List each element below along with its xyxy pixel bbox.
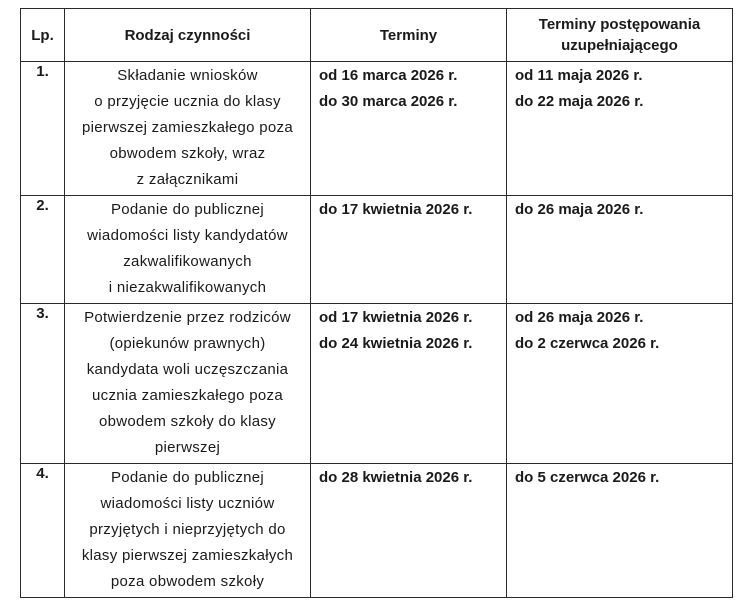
row-terms	[311, 464, 507, 598]
supplementary-date: od 26 maja 2026 r.	[515, 309, 644, 326]
row-activity	[65, 304, 311, 464]
row-terms	[311, 196, 507, 304]
header-supplementary-line: Terminy postępowania	[538, 16, 701, 33]
activity-line: klasy pierwszej zamieszkałych	[81, 547, 294, 564]
term-date: od 16 marca 2026 r.	[319, 67, 458, 84]
header-supplementary	[507, 9, 733, 62]
activity-line: obwodem szkoły, wraz	[109, 145, 266, 162]
supplementary-date: do 26 maja 2026 r.	[515, 201, 644, 218]
activity-line: Podanie do publicznej	[110, 201, 265, 218]
term-date: do 17 kwietnia 2026 r.	[319, 201, 473, 218]
header-supplementary-line: uzupełniającego	[561, 37, 678, 54]
header-lp: Lp.	[21, 9, 65, 62]
row-activity	[65, 62, 311, 196]
activity-line: pierwszej	[154, 439, 221, 456]
activity-line: Składanie wniosków	[117, 67, 258, 84]
row-terms	[311, 62, 507, 196]
recruitment-schedule-table	[20, 8, 733, 598]
activity-line: Podanie do publicznej	[110, 469, 265, 486]
activity-line: pierwszej zamieszkałego poza	[82, 119, 293, 136]
term-date: do 24 kwietnia 2026 r.	[319, 335, 473, 352]
supplementary-date: do 5 czerwca 2026 r.	[515, 469, 660, 486]
row-activity	[65, 464, 311, 598]
row-supplementary	[507, 196, 733, 304]
row-number: 2.	[21, 196, 65, 304]
table-row	[21, 62, 733, 196]
row-activity	[65, 196, 311, 304]
activity-line: wiadomości listy kandydatów	[87, 227, 288, 244]
term-date: do 30 marca 2026 r.	[319, 93, 458, 110]
activity-line: obwodem szkoły do klasy	[99, 413, 276, 430]
activity-line: z załącznikami	[136, 171, 239, 188]
term-date: do 28 kwietnia 2026 r.	[319, 469, 473, 486]
row-supplementary	[507, 62, 733, 196]
row-number: 1.	[21, 62, 65, 196]
activity-line: o przyjęcie ucznia do klasy	[94, 93, 281, 110]
header-terms: Terminy	[311, 9, 507, 62]
header-activity: Rodzaj czynności	[65, 9, 311, 62]
row-number: 3.	[21, 304, 65, 464]
row-supplementary	[507, 464, 733, 598]
activity-line: wiadomości listy uczniów	[100, 495, 275, 512]
activity-line: kandydata woli uczęszczania	[86, 361, 289, 378]
supplementary-date: od 11 maja 2026 r.	[515, 67, 643, 84]
activity-line: i niezakwalifikowanych	[108, 279, 267, 296]
supplementary-date: do 2 czerwca 2026 r.	[515, 335, 660, 352]
activity-line: Potwierdzenie przez rodziców	[84, 309, 291, 326]
row-supplementary	[507, 304, 733, 464]
row-number: 4.	[21, 464, 65, 598]
table-row	[21, 304, 733, 464]
activity-line: (opiekunów prawnych)	[109, 335, 266, 352]
table-header-row	[21, 9, 733, 62]
table-row	[21, 196, 733, 304]
term-date: od 17 kwietnia 2026 r.	[319, 309, 473, 326]
activity-line: ucznia zamieszkałego poza	[92, 387, 283, 404]
supplementary-date: do 22 maja 2026 r.	[515, 93, 644, 110]
activity-line: poza obwodem szkoły	[110, 573, 265, 590]
activity-line: przyjętych i nieprzyjętych do	[89, 521, 286, 538]
table-row	[21, 464, 733, 598]
activity-line: zakwalifikowanych	[123, 253, 252, 270]
row-terms	[311, 304, 507, 464]
